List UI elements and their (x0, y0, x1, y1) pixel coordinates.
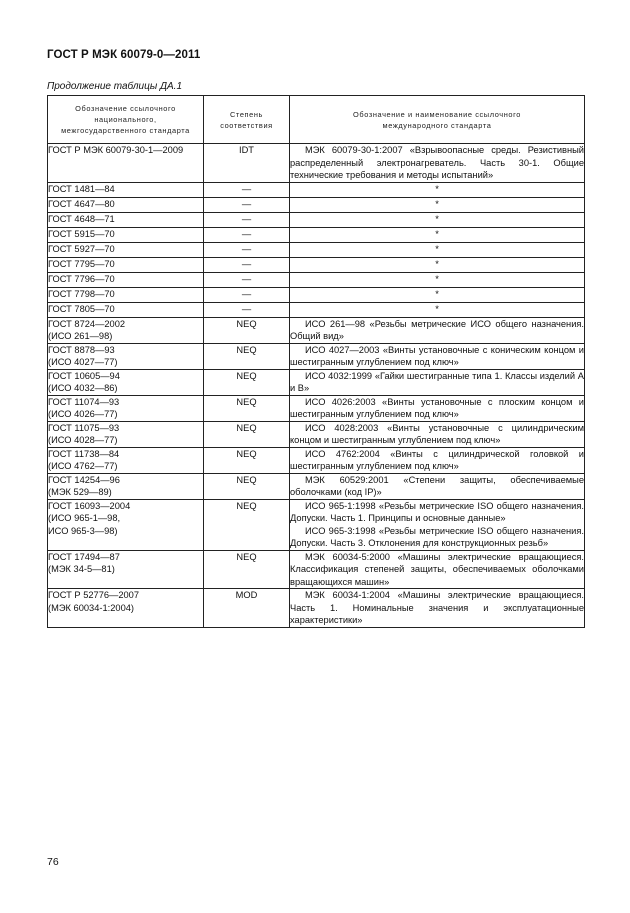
national-standard-line: ГОСТ 7795—70 (48, 258, 115, 269)
national-standard-line: ГОСТ 16093—2004 (48, 500, 131, 511)
degree-cell: — (204, 242, 290, 257)
national-standard-cell (48, 197, 204, 212)
international-standard-cell (290, 473, 585, 499)
international-standard-text: * (435, 183, 439, 194)
table-row (48, 272, 585, 287)
degree-cell: NEQ (204, 369, 290, 395)
table-row (48, 550, 585, 589)
national-standard-line: ГОСТ Р 52776—2007 (48, 590, 140, 600)
national-standard-line: ГОСТ 7798—70 (48, 288, 115, 299)
degree-cell: NEQ (204, 473, 290, 499)
table-row (48, 395, 585, 421)
national-standard-line: ИСО 965-3—98) (48, 525, 118, 536)
international-standard-text: МЭК 60079-30-1:2007 «Взрывоопасные среды. Резистивный распределенный электронагреватель. Часть 30-1. Общие технические требования и методы испытаний» (290, 145, 584, 180)
national-standard-cell (48, 369, 204, 395)
degree-cell: NEQ (204, 395, 290, 421)
international-standard-cell (290, 447, 585, 473)
national-standard-cell (48, 182, 204, 197)
international-standard-cell (290, 287, 585, 302)
table-row (48, 182, 585, 197)
international-standard-cell (290, 317, 585, 343)
international-standard-text: ИСО 965-1:1998 «Резьбы метрические ISO общего назначения. Допуски. Часть 1. Принципы и основные данные» (290, 500, 584, 523)
international-standard-text: ИСО 965-3:1998 «Резьбы метрические ISO общего назначения. Допуски. Часть 3. Отклонения для конструкционных резьб» (290, 525, 584, 548)
degree-cell: — (204, 287, 290, 302)
national-standard-line: ГОСТ 5927—70 (48, 243, 115, 254)
international-standard-cell (290, 550, 585, 589)
international-standard-text: * (435, 303, 439, 314)
table-row (48, 447, 585, 473)
header-degree: Степень соответствия (204, 96, 290, 144)
international-standard-text: ИСО 4026:2003 «Винты установочные с плоским концом и шестигранным углублением под ключ» (290, 396, 584, 419)
international-standard-cell (290, 242, 585, 257)
national-standard-line: ГОСТ 7796—70 (48, 273, 115, 284)
international-standard-cell (290, 227, 585, 242)
national-standard-cell (48, 395, 204, 421)
international-standard-cell (290, 499, 585, 550)
degree-cell: IDT (204, 144, 290, 183)
international-standard-cell (290, 212, 585, 227)
national-standard-cell (48, 589, 204, 628)
national-standard-line: ГОСТ 14254—96 (48, 474, 120, 485)
national-standard-line: ГОСТ 1481—84 (48, 183, 115, 194)
national-standard-line: (МЭК 60034-1:2004) (48, 602, 135, 613)
national-standard-line: ГОСТ 8878—93 (48, 344, 115, 355)
table-row (48, 144, 585, 183)
national-standard-line: (ИСО 965-1—98, (48, 513, 121, 523)
international-standard-text: * (435, 258, 439, 269)
national-standard-line: (ИСО 4762—77) (48, 461, 118, 471)
national-standard-line: (ИСО 4026—77) (48, 409, 118, 419)
degree-cell: NEQ (204, 421, 290, 447)
national-standard-cell (48, 499, 204, 550)
national-standard-line: (ИСО 261—98) (48, 331, 113, 341)
international-standard-cell (290, 343, 585, 369)
national-standard-line: ГОСТ 11075—93 (48, 422, 120, 433)
table-body (48, 144, 585, 628)
national-standard-cell (48, 317, 204, 343)
table-row (48, 343, 585, 369)
table-header-row (48, 96, 585, 144)
table-row (48, 499, 585, 550)
international-standard-text: ИСО 261—98 «Резьбы метрические ИСО общего назначения. Общий вид» (290, 318, 584, 341)
international-standard-text: * (435, 273, 439, 284)
page-number: 76 (47, 856, 59, 868)
table-row (48, 473, 585, 499)
national-standard-line: ГОСТ 10605—94 (48, 370, 120, 381)
international-standard-cell (290, 395, 585, 421)
national-standard-cell (48, 421, 204, 447)
national-standard-line: ГОСТ 5915—70 (48, 228, 115, 239)
international-standard-cell (290, 197, 585, 212)
national-standard-line: (ИСО 4028—77) (48, 435, 118, 445)
international-standard-text: МЭК 60034-5:2000 «Машины электрические вращающиеся. Классификация степеней защиты, обеспечиваемых оболочками вращающихся машин» (290, 551, 584, 587)
international-standard-cell (290, 589, 585, 628)
national-standard-cell (48, 257, 204, 272)
international-standard-cell (290, 257, 585, 272)
national-standard-line: ГОСТ 4648—71 (48, 213, 115, 224)
degree-cell: — (204, 257, 290, 272)
international-standard-text: * (435, 288, 439, 299)
degree-cell: — (204, 197, 290, 212)
national-standard-line: ГОСТ Р МЭК 60079-30-1—2009 (48, 145, 184, 155)
header-national-standard: Обозначение ссылочного национального, межгосударственного стандарта (48, 96, 204, 144)
table-row (48, 589, 585, 628)
national-standard-line: ГОСТ 11738—84 (48, 448, 120, 459)
table-row (48, 242, 585, 257)
national-standard-line: ГОСТ 7805—70 (48, 303, 115, 314)
national-standard-line: ГОСТ 11074—93 (48, 396, 120, 407)
international-standard-text: ИСО 4032:1999 «Гайки шестигранные типа 1. Классы изделий А и В» (290, 370, 584, 393)
international-standard-text: ИСО 4027—2003 «Винты установочные с коническим концом и шестигранным углублением под ключ» (290, 344, 584, 367)
national-standard-cell (48, 242, 204, 257)
international-standard-cell (290, 421, 585, 447)
national-standard-cell (48, 343, 204, 369)
national-standard-cell (48, 227, 204, 242)
national-standard-cell (48, 287, 204, 302)
international-standard-text: ИСО 4762:2004 «Винты с цилиндрической головкой и шестигранным углублением под ключ» (290, 448, 584, 471)
international-standard-cell (290, 302, 585, 317)
degree-cell: — (204, 302, 290, 317)
national-standard-line: (МЭК 34-5—81) (48, 564, 115, 574)
international-standard-cell (290, 272, 585, 287)
international-standard-text: * (435, 198, 439, 209)
international-standard-text: * (435, 213, 439, 224)
table-row (48, 369, 585, 395)
national-standard-cell (48, 302, 204, 317)
international-standard-text: * (435, 228, 439, 239)
international-standard-cell (290, 369, 585, 395)
degree-cell: NEQ (204, 499, 290, 550)
national-standard-line: (МЭК 529—89) (48, 487, 112, 497)
table-row (48, 421, 585, 447)
national-standard-line: (ИСО 4032—86) (48, 383, 118, 393)
international-standard-cell (290, 144, 585, 183)
national-standard-line: ГОСТ 17494—87 (48, 551, 120, 562)
degree-cell: — (204, 212, 290, 227)
degree-cell: NEQ (204, 343, 290, 369)
degree-cell: — (204, 227, 290, 242)
table-row (48, 317, 585, 343)
table-row (48, 257, 585, 272)
degree-cell: MOD (204, 589, 290, 628)
national-standard-line: (ИСО 4027—77) (48, 357, 118, 367)
degree-cell: — (204, 182, 290, 197)
international-standard-text: * (435, 243, 439, 254)
degree-cell: NEQ (204, 317, 290, 343)
international-standard-text: МЭК 60034-1:2004 «Машины электрические вращающиеся. Часть 1. Номинальные значения и эксплуатационные характеристики» (290, 590, 584, 625)
table-row (48, 197, 585, 212)
national-standard-line: ГОСТ 4647—80 (48, 198, 115, 209)
degree-cell: — (204, 272, 290, 287)
table-row (48, 227, 585, 242)
national-standard-cell (48, 272, 204, 287)
table-row (48, 212, 585, 227)
international-standard-text: ИСО 4028:2003 «Винты установочные с цилиндрическим концом и шестигранным углублением под ключ» (290, 422, 584, 445)
degree-cell: NEQ (204, 550, 290, 589)
table-row (48, 302, 585, 317)
degree-cell: NEQ (204, 447, 290, 473)
national-standard-cell (48, 550, 204, 589)
national-standard-cell (48, 144, 204, 183)
standards-table (47, 95, 585, 628)
national-standard-cell (48, 473, 204, 499)
national-standard-cell (48, 447, 204, 473)
national-standard-line: ГОСТ 8724—2002 (48, 318, 126, 329)
header-international-standard: Обозначение и наименование ссылочного международного стандарта (290, 96, 585, 144)
document-title: ГОСТ Р МЭК 60079-0—2011 (47, 49, 201, 61)
table-caption: Продолжение таблицы ДА.1 (47, 81, 183, 92)
international-standard-cell (290, 182, 585, 197)
international-standard-text: МЭК 60529:2001 «Степени защиты, обеспечиваемые оболочками (код IP)» (290, 474, 584, 497)
table-row (48, 287, 585, 302)
national-standard-cell (48, 212, 204, 227)
